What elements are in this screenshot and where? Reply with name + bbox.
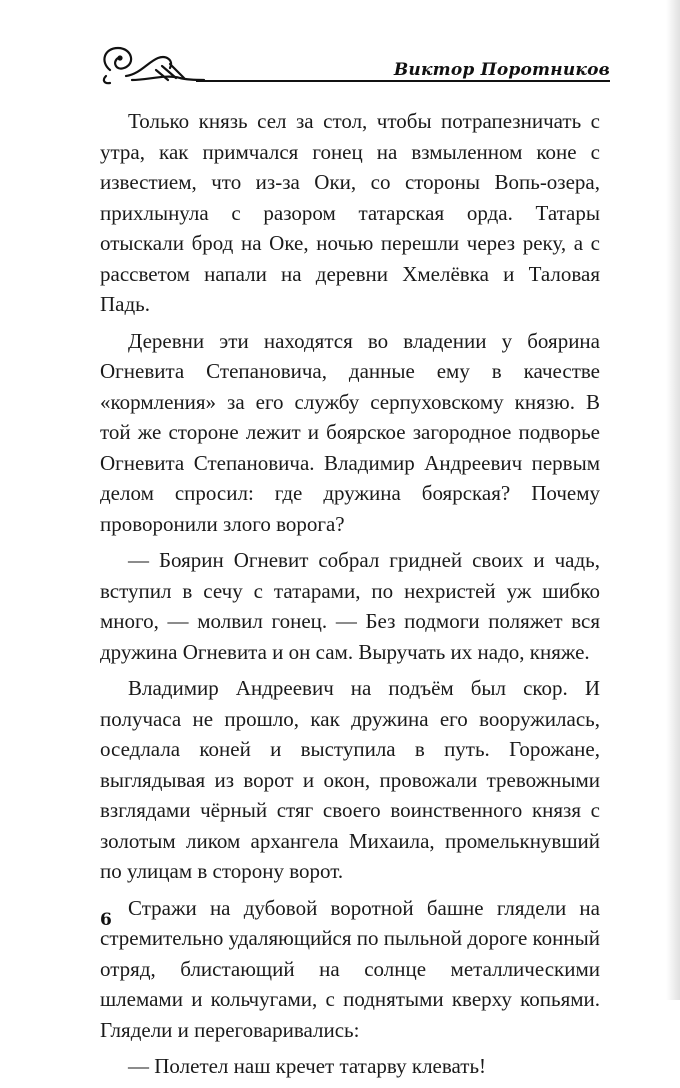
paragraph: Деревни эти находятся во владении у боярина Огневита Степановича, данные ему в качестве «кормления» за его службу серпуховскому князю. В той же стороне лежит и боярское загородное подворье Огневита Степановича. Владимир Андреевич первым делом спросил: где дружина боярская? Почему проворонили злого ворога? bbox=[100, 328, 600, 536]
decorative-ornament-icon bbox=[96, 40, 206, 88]
paragraph: Владимир Андреевич на подъём был скор. И получаса не прошло, как дружина его вооружилась, оседлала коней и выступила в путь. Горожане, выглядывая из ворот и окон, провожали тревожными взглядами чёрный стяг своего воинственного князя с золотым ликом архангела Михаила, промелькнувший по улицам в сторону ворот. bbox=[100, 676, 600, 883]
header-rule bbox=[196, 80, 610, 82]
page-edge-shadow bbox=[666, 0, 680, 1000]
paragraph: Только князь сел за стол, чтобы потрапезничать с утра, как примчался гонец на взмыленном коне с известием, что из-за Оки, со стороны Вопь-озера, прихлынула с разором татарская орда. Татары отыскали брод на Оке, ночью перешли через реку, а с рассветом напали на деревни Хмелёвка и Таловая Падь. bbox=[100, 109, 600, 316]
paragraph: — Полетел наш кречет татарву клевать! bbox=[128, 1054, 487, 1078]
body-text bbox=[100, 106, 600, 1088]
paragraph: — Боярин Огневит собрал гридней своих и чадь, вступил в сечу с татарами, по нехристей уж шибко много, — молвил гонец. — Без подмоги поляжет вся дружина Огневита и он сам. Выручать их надо, княже. bbox=[100, 548, 600, 664]
page-number: 6 bbox=[100, 910, 112, 930]
running-head: Виктор Поротников bbox=[393, 60, 610, 80]
paragraph: Стражи на дубовой воротной башне глядели на стремительно удаляющийся по пыльной дороге конный отряд, блистающий на солнце металлическими шлемами и кольчугами, с поднятыми кверху копьями. Глядели и переговаривались: bbox=[100, 895, 600, 1042]
